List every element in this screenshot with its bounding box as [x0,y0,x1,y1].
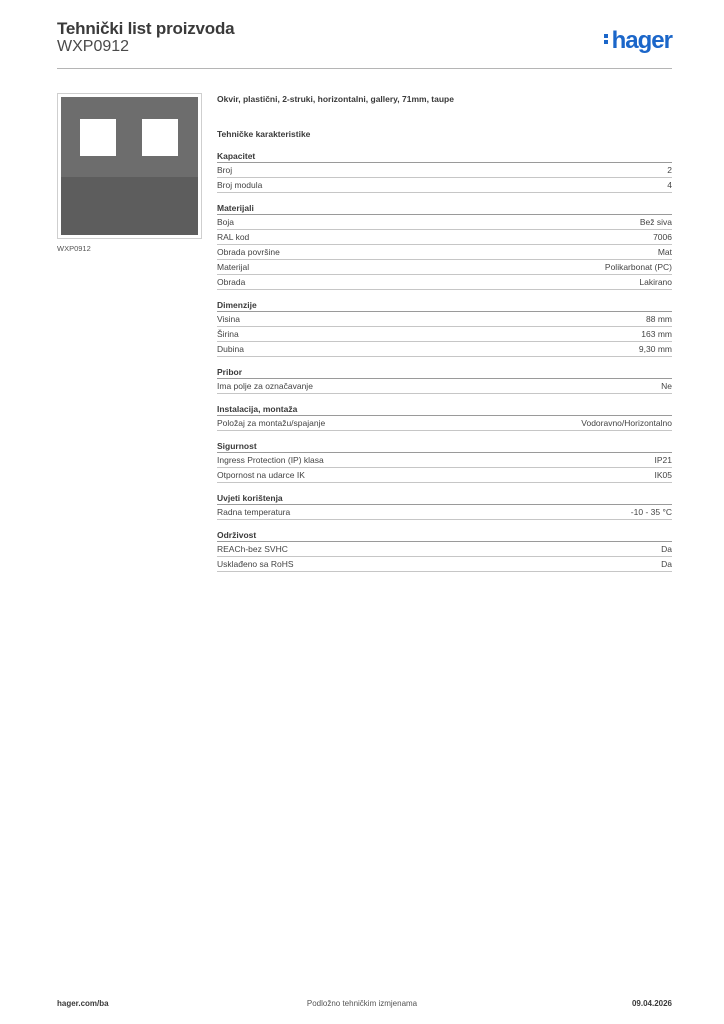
spec-group [217,367,672,394]
spec-label: Ingress Protection (IP) klasa [217,455,324,465]
spec-group-title: Kapacitet [217,151,672,163]
spec-value: Polikarbonat (PC) [604,262,672,272]
spec-value: Vodoravno/Horizontalno [581,418,672,428]
spec-row [217,260,672,275]
frame-illustration [61,97,198,235]
spec-group [217,300,672,357]
spec-label: Ima polje za označavanje [217,381,313,391]
spec-content [217,94,672,572]
spec-row [217,163,672,178]
spec-groups [217,151,672,572]
spec-group [217,203,672,290]
spec-row [217,178,672,193]
spec-row [217,327,672,342]
spec-row [217,453,672,468]
spec-value: 88 mm [646,314,672,324]
footer-note: Podložno tehničkim izmjenama [306,999,418,1008]
frame-opening-left [80,119,116,156]
spec-label: Materijal [217,262,250,272]
spec-label: Broj modula [217,180,263,190]
spec-value: IP21 [654,455,672,465]
spec-row [217,557,672,572]
spec-label: REACh-bez SVHC [217,544,288,554]
spec-group-title: Pribor [217,367,672,379]
spec-value: IK05 [654,470,672,480]
spec-row [217,230,672,245]
spec-group-title: Održivost [217,530,672,542]
spec-row [217,505,672,520]
spec-label: Položaj za montažu/spajanje [217,418,326,428]
spec-group-title: Sigurnost [217,441,672,453]
spec-row [217,245,672,260]
spec-value: Da [661,559,672,569]
spec-label: Obrada površine [217,247,280,257]
spec-group [217,404,672,431]
spec-label: RAL kod [217,232,250,242]
spec-row [217,542,672,557]
spec-row [217,379,672,394]
spec-row [217,312,672,327]
spec-label: Otpornost na udarce IK [217,470,305,480]
spec-value: 163 mm [641,329,672,339]
document-title: Tehnički list proizvoda [57,19,235,38]
spec-value: Lakirano [639,277,672,287]
spec-label: Visina [217,314,240,324]
spec-group [217,441,672,483]
spec-label: Dubina [217,344,244,354]
spec-value: Ne [661,381,672,391]
hager-logo[interactable] [604,27,672,55]
logo-text: hager [611,27,672,54]
product-code: WXP0912 [57,38,130,55]
logo-dots-icon [604,32,609,46]
section-heading: Tehničke karakteristike [217,129,311,139]
spec-row [217,215,672,230]
spec-row [217,416,672,431]
frame-opening-right [142,119,178,156]
spec-group [217,530,672,572]
spec-group-title: Uvjeti korištenja [217,493,672,505]
spec-group [217,151,672,193]
spec-row [217,275,672,290]
spec-value: 7006 [653,232,672,242]
spec-value: 9,30 mm [638,344,672,354]
spec-label: Obrada [217,277,246,287]
spec-value: -10 - 35 °C [630,507,672,517]
product-image [57,93,202,239]
spec-group [217,493,672,520]
spec-row [217,342,672,357]
spec-label: Radna temperatura [217,507,291,517]
spec-group-title: Dimenzije [217,300,672,312]
footer-website-link[interactable]: hager.com/ba [57,999,109,1008]
spec-row [217,468,672,483]
spec-label: Širina [217,329,239,339]
image-caption: WXP0912 [57,244,91,253]
spec-label: Boja [217,217,235,227]
spec-value: Mat [657,247,672,257]
spec-value: 4 [667,180,672,190]
spec-value: Da [661,544,672,554]
footer-date: 09.04.2026 [631,999,672,1008]
spec-group-title: Instalacija, montaža [217,404,672,416]
header-divider [57,68,672,69]
spec-label: Usklađeno sa RoHS [217,559,294,569]
spec-value: 2 [667,165,672,175]
spec-value: Bež siva [639,217,672,227]
spec-label: Broj [217,165,233,175]
spec-group-title: Materijali [217,203,672,215]
product-description: Okvir, plastični, 2-struki, horizontalni, gallery, 71mm, taupe [217,94,454,104]
